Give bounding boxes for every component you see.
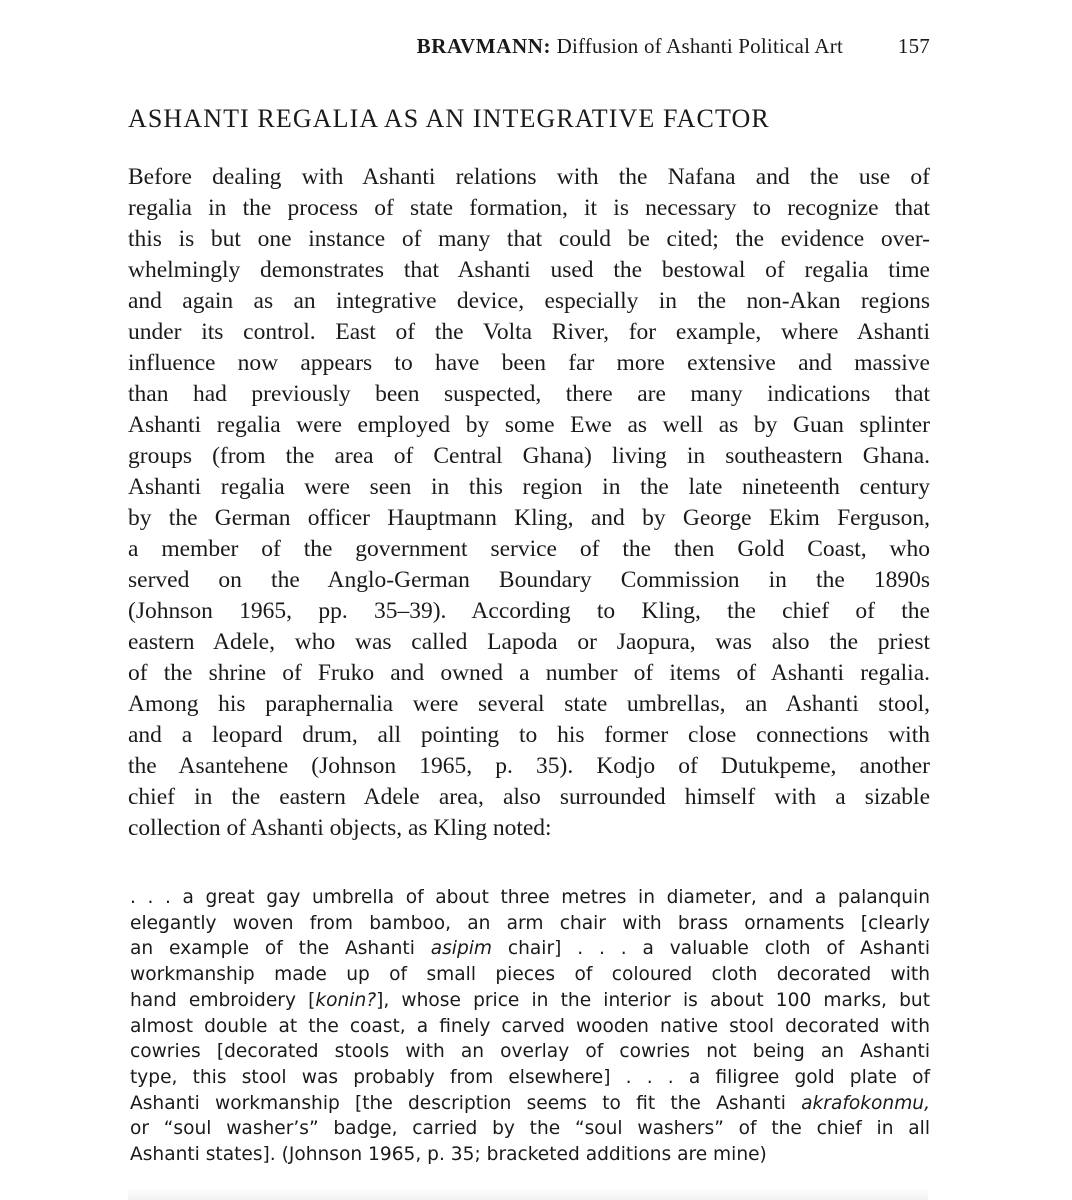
body-paragraph [128,162,930,844]
body-line: served on the Anglo-German Boundary Commission in the 1890s [128,567,930,593]
quote-text: ], whose price in the interior is about 100 marks, but [376,989,930,1011]
quote-text: elegantly woven from bamboo, an arm chair with brass ornaments [clearly [130,912,930,934]
quote-text: type, this stool was probably from elsewhere] . . . a filigree gold plate of [130,1066,930,1088]
quote-text: chair] . . . a valuable cloth of Ashanti [492,938,930,960]
body-line: influence now appears to have been far more extensive and massive [128,350,930,376]
body-line: and a leopard drum, all pointing to his former close connections with [128,722,930,748]
page-bottom-edge [128,1188,928,1200]
body-line: this is but one instance of many that could be cited; the evidence over- [128,226,930,252]
body-line: groups (from the area of Central Ghana) living in southeastern Ghana. [128,443,930,469]
body-line: a member of the government service of the then Gold Coast, who [128,536,930,562]
running-head-author: BRAVMANN: [416,34,552,58]
body-line: eastern Adele, who was called Lapoda or Jaopura, was also the priest [128,629,930,655]
quote-line [130,911,930,937]
page-number: 157 [897,34,930,58]
quote-text: cowries [decorated stools with an overlay of cowries not being an Ashanti [130,1041,930,1063]
quote-italic-term: konin? [315,989,377,1011]
quote-line [130,1142,930,1168]
quote-italic-term: akrafokonmu, [801,1092,930,1114]
quote-line [130,936,930,962]
quote-text: . . . a great gay umbrella of about three metres in diameter, and a palanquin [130,887,930,908]
quote-text: workmanship made up of small pieces of coloured cloth decorated with [130,964,930,986]
running-head-title: Diffusion of Ashanti Political Art [556,34,843,58]
body-line: than had previously been suspected, there are many indications that [128,381,930,407]
body-line: Among his paraphernalia were several state umbrellas, an Ashanti stool, [128,691,930,717]
quote-line [130,1065,930,1091]
body-line: Before dealing with Ashanti relations with the Nafana and the use of [128,164,930,190]
body-line: Ashanti regalia were employed by some Ewe as well as by Guan splinter [128,412,930,438]
quote-line [130,885,930,911]
body-line: collection of Ashanti objects, as Kling noted: [128,815,552,841]
running-head [417,34,930,59]
body-line: Ashanti regalia were seen in this region in the late nineteenth century [128,474,930,500]
quote-line [130,962,930,988]
quote-text: or “soul washer’s” badge, carried by the “soul washers” of the chief in all [130,1118,930,1140]
body-line: the Asantehene (Johnson 1965, p. 35). Kodjo of Dutukpeme, another [128,753,930,779]
quote-text: Ashanti states]. (Johnson 1965, p. 35; bracketed additions are mine) [130,1144,767,1166]
body-line: of the shrine of Fruko and owned a number of items of Ashanti regalia. [128,660,930,686]
body-line: and again as an integrative device, especially in the non-Akan regions [128,288,930,314]
quote-line [130,1116,930,1142]
quote-line [130,1091,930,1117]
quote-text: Ashanti workmanship [the description seems to fit the Ashanti [130,1092,802,1114]
quote-line [130,1039,930,1065]
block-quote [130,885,930,1168]
quote-line [130,1014,930,1040]
body-line: chief in the eastern Adele area, also surrounded himself with a sizable [128,784,930,810]
body-line: (Johnson 1965, pp. 35–39). According to Kling, the chief of the [128,598,930,624]
section-heading: ASHANTI REGALIA AS AN INTEGRATIVE FACTOR [128,104,770,133]
body-line: by the German officer Hauptmann Kling, and by George Ekim Ferguson, [128,505,930,531]
body-line: under its control. East of the Volta River, for example, where Ashanti [128,319,930,345]
quote-text: hand embroidery [ [130,989,316,1011]
quote-line [130,988,930,1014]
body-line: whelmingly demonstrates that Ashanti used the bestowal of regalia time [128,257,930,283]
quote-italic-term: asipim [430,938,493,960]
quote-text: almost double at the coast, a finely carved wooden native stool decorated with [130,1015,930,1037]
body-line: regalia in the process of state formation, it is necessary to recognize that [128,195,930,221]
quote-text: an example of the Ashanti [130,938,431,960]
